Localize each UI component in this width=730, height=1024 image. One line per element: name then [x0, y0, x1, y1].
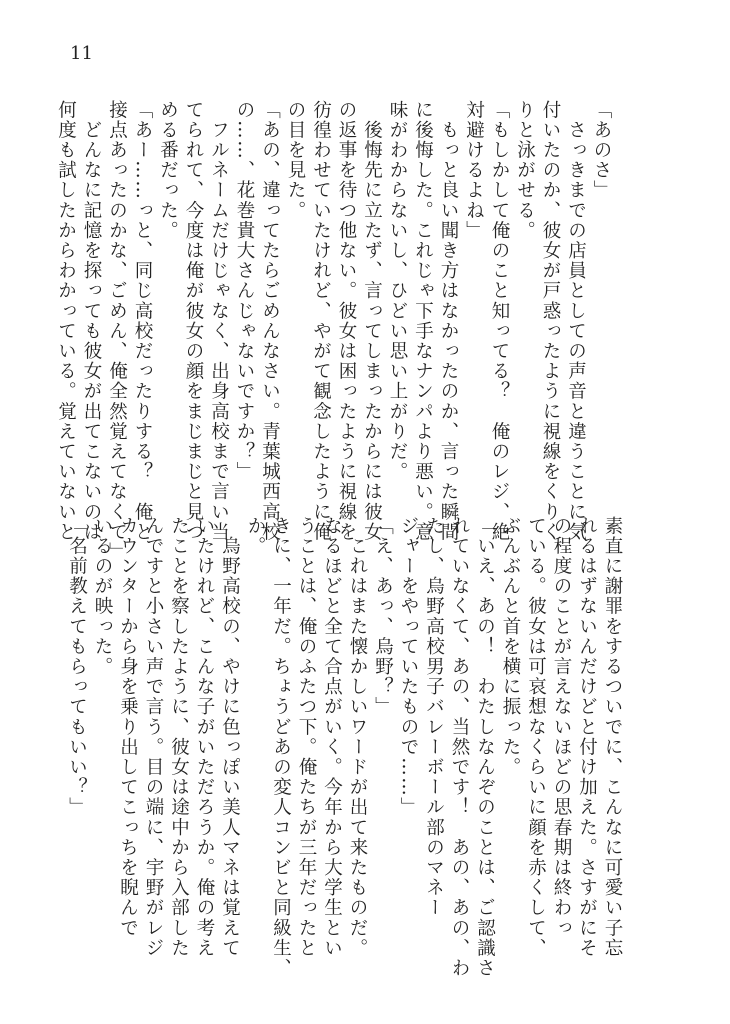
text-column: 彷徨わせていたけれど、やがて観念したように俺 — [310, 100, 332, 543]
text-column: 「いえ、あの！ わたしなんぞのことは、ご認識さ — [474, 516, 496, 979]
text-column: 「もしかして俺のこと知ってる？ 俺のレジ、絶 — [489, 100, 510, 543]
text-column: たし、烏野高校男子バレーボール部のマネー — [423, 516, 445, 918]
text-column: んですと小さい声で言う。目の端に、宇野がレジ — [143, 516, 164, 959]
page-number: 11 — [70, 43, 93, 64]
text-column: てられて、今度は俺が彼女の顔をまじまじと見つ — [183, 100, 204, 543]
text-column: ている。彼女は可哀想なくらいに顔を赤くして、 — [525, 516, 547, 959]
text-column: カウンターから身を乗り出してこっちを睨んで — [117, 516, 139, 939]
text-column: の程度のことが言えないほどの思春期は終わっ — [551, 516, 572, 939]
text-column: の……、花巻貴大さんじゃないですか？」 — [234, 100, 255, 482]
text-column: もっと良い聞き方はなかったのか、言った瞬間 — [438, 100, 459, 543]
text-column: どんなに記憶を探っても彼女が出てこないのは — [81, 100, 102, 543]
text-column: ジャーをやっていたもので……」 — [398, 516, 419, 818]
text-column: の返事を待つ他ない。彼女は困ったように視線を — [336, 100, 357, 543]
text-column: れるはずないんだけどと付け加えた。さすがにそ — [576, 516, 598, 959]
text-column: なるほどと全て合点がいく。今年から大学生とい — [321, 516, 343, 959]
upper-text-block — [55, 100, 614, 563]
text-column: 「え、あっ、烏野？」 — [372, 516, 394, 717]
text-column: 「名前教えてもらってもいい？」 — [66, 516, 88, 818]
text-column: いるのが映った。 — [92, 516, 113, 677]
text-column: 烏野高校の、やけに色っぽい美人マネは覚えて — [219, 516, 241, 959]
text-column: フルネームだけじゃなく、出身高校まで言い当 — [208, 100, 230, 543]
text-column: 「あー……っと、同じ高校だったりする？ 俺と — [132, 100, 153, 543]
text-column: 「あの、違ってたらごめんなさい。青葉城西高校 — [259, 100, 281, 543]
text-column: か。 — [245, 516, 266, 557]
text-column: 何度も試したからわかっている。覚えていないと — [55, 100, 77, 543]
text-column: ぶんぶんと首を横に振った。 — [500, 516, 521, 778]
text-column: さっきまでの店員としての声音と違うことに気 — [565, 100, 587, 543]
text-column: に後悔した。これじゃ下手なナンパより悪い。意 — [412, 100, 434, 543]
text-column: 味がわからないし、ひどい思い上がりだ。 — [387, 100, 408, 482]
lower-text-block — [66, 516, 625, 979]
text-column: 付いたのか、彼女が戸惑ったように視線をくりく — [540, 100, 561, 543]
text-column: りと泳がせる。 — [514, 100, 536, 241]
text-column: これはまた懐かしいワードが出て来たものだ。 — [347, 516, 368, 959]
text-column: うことは、俺のふたつ下。俺たちが三年だったと — [296, 516, 317, 959]
text-column: たことを察したように、彼女は途中から入部した — [168, 516, 190, 959]
text-column: 接点あったのかな、ごめん、俺全然覚えてなくて」 — [106, 100, 128, 563]
text-column: れていなくて、あの、当然です！ あの、あの、わ — [449, 516, 470, 979]
text-column: 対避けるよね」 — [463, 100, 485, 241]
text-column: 後悔先に立たず、言ってしまったからには彼女 — [361, 100, 383, 543]
text-column: 素直に謝罪をするついでに、こんなに可愛い子忘 — [602, 516, 623, 959]
text-column: 「あのさ」 — [591, 100, 612, 201]
text-column: いたけれど、こんな子がいただろうか。俺の考え — [194, 516, 215, 959]
text-column: きに、一年だ。ちょうどあの変人コンビと同級生、 — [270, 516, 292, 979]
text-column: の目を見た。 — [285, 100, 306, 221]
text-column: める番だった。 — [157, 100, 179, 241]
